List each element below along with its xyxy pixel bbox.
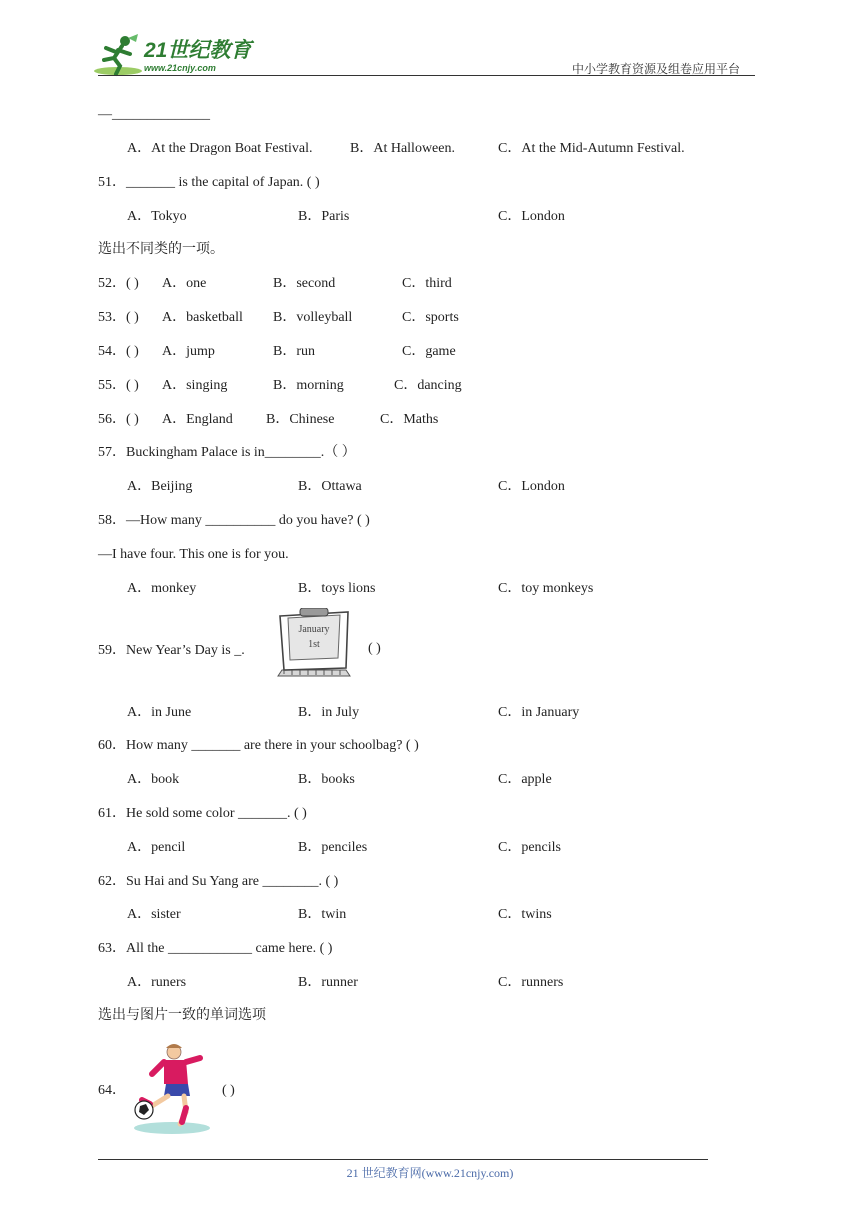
q58-option-b: B．toys lions (298, 581, 376, 596)
calendar-day: 1st (308, 639, 320, 650)
q57-stem: 57．Buckingham Palace is in________.（ ） (98, 445, 356, 460)
q55-option-c: C．dancing (394, 378, 462, 393)
q60-option-b: B．books (298, 772, 355, 787)
q51-stem: 51．_______ is the capital of Japan. ( ) (98, 175, 320, 190)
q56-number: 56．( ) (98, 412, 139, 427)
q54-option-c: C．game (402, 344, 456, 359)
logo-url: www.21cnjy.com (144, 63, 216, 73)
q55-option-a: A．singing (162, 378, 228, 393)
q63-option-c: C．runners (498, 975, 564, 990)
q52-option-c: C．third (402, 276, 452, 291)
q52-option-a: A．one (162, 276, 207, 291)
q53-number: 53．( ) (98, 310, 139, 325)
calendar-month: January (298, 624, 330, 635)
runner-logo-icon (92, 34, 144, 78)
answer-line: —______________ (98, 107, 210, 122)
q61-option-c: C．pencils (498, 840, 561, 855)
header-platform-text: 中小学教育资源及组卷应用平台 (572, 62, 741, 76)
soccer-player-image (128, 1040, 220, 1136)
q58-option-c: C．toy monkeys (498, 581, 594, 596)
q61-stem: 61．He sold some color _______. ( ) (98, 806, 307, 821)
q53-option-c: C．sports (402, 310, 459, 325)
header-divider (98, 75, 755, 76)
q63-option-a: A．runers (127, 975, 187, 990)
q56-option-a: A．England (162, 412, 233, 427)
q59-stem: 59．New Year’s Day is _. (98, 643, 245, 658)
q62-option-a: A．sister (127, 907, 181, 922)
q50-option-a: A．At the Dragon Boat Festival. (127, 141, 313, 156)
q58-option-a: A．monkey (127, 581, 197, 596)
q58-stem: 58．—How many __________ do you have? ( ) (98, 513, 370, 528)
q59-bracket: ( ) (368, 641, 381, 656)
footer-text: 21 世纪教育网(www.21cnjy.com) (346, 1166, 514, 1180)
q57-option-c: C．London (498, 479, 565, 494)
q59-option-b: B．in July (298, 705, 360, 720)
q63-stem: 63．All the ____________ came here. ( ) (98, 941, 333, 956)
q60-option-a: A．book (127, 772, 180, 787)
q59-option-a: A．in June (127, 705, 192, 720)
section-heading-odd-one-out: 选出不同类的一项。 (98, 242, 224, 257)
site-logo (92, 34, 262, 78)
q53-option-a: A．basketball (162, 310, 243, 325)
q56-option-b: B．Chinese (266, 412, 335, 427)
q50-option-b: B．At Halloween. (350, 141, 455, 156)
section-heading-picture: 选出与图片一致的单词选项 (98, 1008, 266, 1023)
q58-reply: —I have four. This one is for you. (98, 547, 289, 562)
q52-number: 52．( ) (98, 276, 139, 291)
q51-option-a: A．Tokyo (127, 209, 187, 224)
calendar-image (274, 608, 354, 680)
q60-option-c: C．apple (498, 772, 552, 787)
q51-option-c: C．London (498, 209, 565, 224)
q62-option-c: C．twins (498, 907, 552, 922)
q53-option-b: B．volleyball (273, 310, 353, 325)
q57-option-a: A．Beijing (127, 479, 193, 494)
q56-option-c: C．Maths (380, 412, 439, 427)
q54-number: 54．( ) (98, 344, 139, 359)
q61-option-b: B．penciles (298, 840, 368, 855)
q64-bracket: ( ) (222, 1083, 235, 1098)
q60-stem: 60．How many _______ are there in your schoolbag? ( ) (98, 738, 419, 753)
q61-option-a: A．pencil (127, 840, 186, 855)
footer-divider (98, 1159, 708, 1160)
q57-option-b: B．Ottawa (298, 479, 362, 494)
q51-option-b: B．Paris (298, 209, 350, 224)
q52-option-b: B．second (273, 276, 336, 291)
q59-option-c: C．in January (498, 705, 580, 720)
q54-option-a: A．jump (162, 344, 215, 359)
logo-name: 21世纪教育 (144, 39, 252, 62)
soccer-player-icon (128, 1040, 220, 1136)
q55-number: 55．( ) (98, 378, 139, 393)
q63-option-b: B．runner (298, 975, 358, 990)
q62-option-b: B．twin (298, 907, 347, 922)
q62-stem: 62．Su Hai and Su Yang are ________. ( ) (98, 874, 339, 889)
q64-number: 64． (98, 1083, 126, 1098)
q55-option-b: B．morning (273, 378, 344, 393)
q54-option-b: B．run (273, 344, 315, 359)
q50-option-c: C．At the Mid-Autumn Festival. (498, 141, 685, 156)
